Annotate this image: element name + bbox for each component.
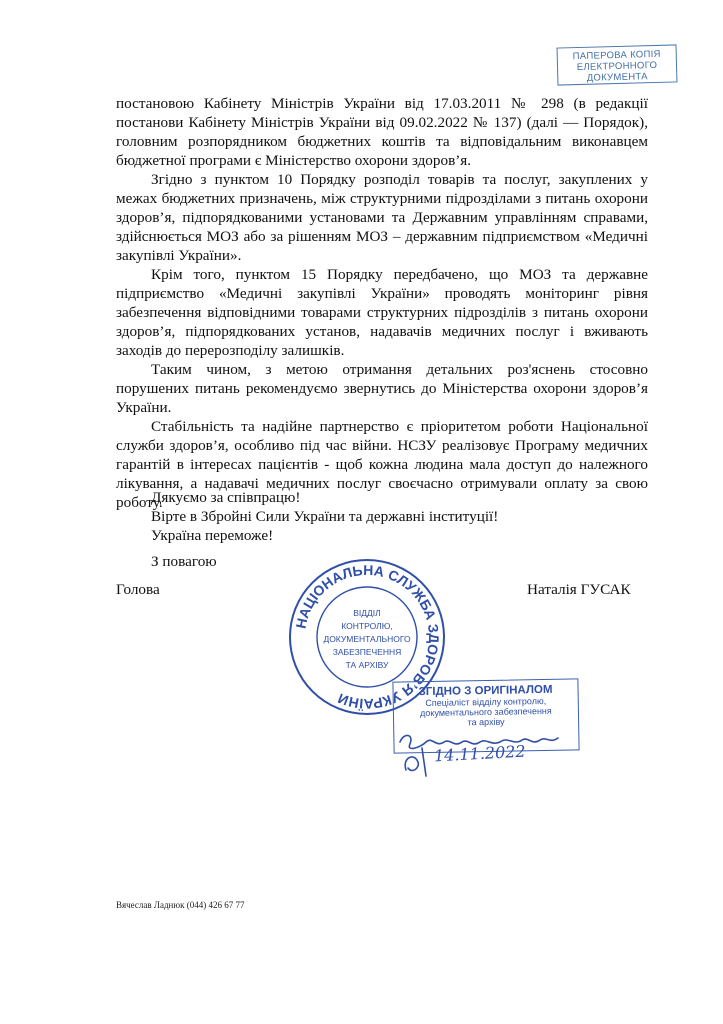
copy-stamp-title: ЗГІДНО З ОРИГІНАЛОМ (418, 683, 553, 699)
seal-center-line-1: ВІДДІЛ (353, 608, 381, 618)
handwritten-date: 14.11.2022 (433, 741, 527, 766)
paragraph-5: Стабільність та надійне партнерство є пріоритетом роботи Національної служби здоров’я, особливо під час війни. НСЗУ реалізовує Програму медичних гарантій в інтересах пацієнтів - щоб кожна людина мала доступ до належного лікування, а надавачі медичних послуг своєчасно отримували оплату за свою роботу. (116, 418, 648, 511)
seal-center-line-4: ЗАБЕЗПЕЧЕННЯ (332, 647, 402, 657)
copy-stamp-line-1: Спеціаліст відділу контролю, (425, 695, 547, 709)
paragraph-2: Згідно з пунктом 10 Порядку розподіл товарів та послуг, закуплених у межах бюджетних призначень, між структурними підрозділами з питань охорони здоров’я, підпорядкованими установами та Державним управлінням справами, здійснюється МОЗ або за рішенням МОЗ – державним підприємством «Медичні закупівлі України». (116, 171, 648, 264)
copy-stamp-line-2: документального забезпечення (420, 705, 552, 719)
paragraph-1: постановою Кабінету Міністрів України від 17.03.2011 № 298 (в редакції постанови Кабінету Міністрів України від 09.02.2022 № 137) (далі — Порядок), головним розпорядником бюджетних коштів та відповідальним виконавцем бюджетної програми є Міністерство охорони здоров’я. (116, 95, 648, 169)
position-label: Голова (116, 581, 160, 598)
electronic-copy-stamp (557, 44, 678, 85)
executor-contact: Вячеслав Ладнюк (044) 426 67 77 (116, 900, 245, 910)
regards-line: З повагою (151, 553, 217, 570)
stamp-line-2: ЕЛЕКТРОННОГО (576, 59, 658, 74)
signer-name: Наталія ГУСАК (527, 581, 631, 598)
seal-center-line-5: ТА АРХІВУ (345, 660, 389, 670)
paragraph-3: Крім того, пунктом 15 Порядку передбачено, що МОЗ та державне підприємство «Медичні закупівлі України» проводять моніторинг рівня забезпечення відповідними товарами структурних підрозділів з питань охорони здоров’я, підпорядкованих установ, надавачів медичних послуг і вживають заходів до перерозподілу залишків. (116, 266, 648, 359)
believe-line: Вірте в Збройні Сили України та державні інституції! (151, 508, 499, 525)
stamp-line-1: ПАПЕРОВА КОПІЯ (572, 48, 661, 63)
letter-body (116, 94, 648, 512)
thanks-line: Дякуємо за співпрацю! (151, 489, 301, 506)
stamp-line-3: ДОКУМЕНТА (586, 71, 649, 84)
seal-ring-path: НАЦІОНАЛЬНА СЛУЖБА ЗДОРОВ’Я УКРАЇНИ (292, 561, 443, 713)
seal-center-line-2: КОНТРОЛЮ, (341, 621, 393, 631)
paragraph-4: Таким чином, з метою отримання детальних роз'яснень стосовно порушених питань рекомендуємо звернутись до Міністерства охорони здоров’я України. (116, 361, 648, 416)
copy-stamp-line-3: та архіву (467, 716, 505, 728)
victory-line: Україна переможе! (151, 527, 274, 544)
seal-center-line-3: ДОКУМЕНТАЛЬНОГО (323, 634, 411, 644)
